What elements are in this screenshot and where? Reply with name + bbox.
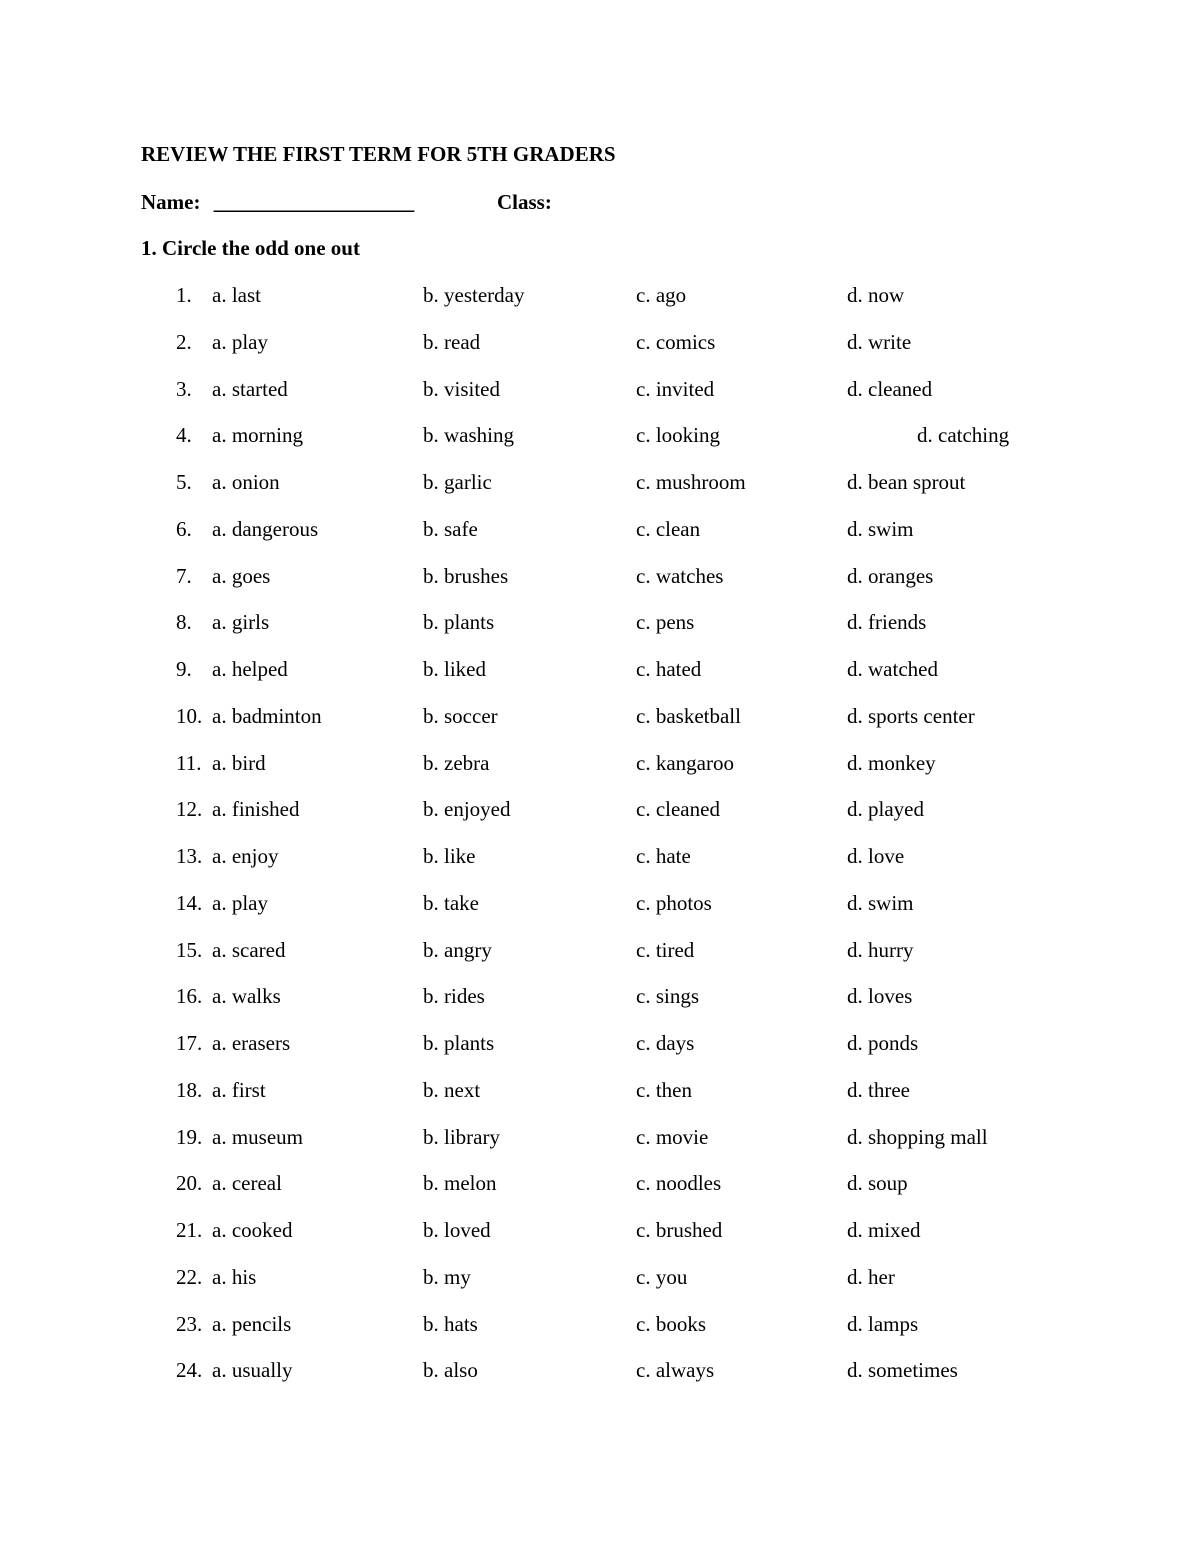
question-number: 8. [176, 610, 192, 635]
option-a[interactable]: a. enjoy [212, 844, 279, 868]
option-d[interactable]: d. shopping mall [847, 1124, 988, 1149]
option-a[interactable]: a. first [212, 1077, 266, 1102]
option-a[interactable]: a. walks [212, 984, 281, 1009]
option-d[interactable]: d. her [847, 1264, 895, 1289]
option-c[interactable]: c. brushed [636, 1218, 723, 1242]
option-d[interactable]: d. sports center [847, 703, 975, 728]
option-b[interactable]: b. enjoyed [423, 797, 511, 822]
option-c[interactable]: c. watches [636, 563, 724, 588]
option-d[interactable]: d. loves [847, 984, 913, 1009]
option-d[interactable]: d. friends [847, 610, 927, 635]
question-row [0, 657, 1200, 691]
option-b[interactable]: b. visited [423, 376, 500, 401]
option-a[interactable]: a. last [212, 283, 261, 307]
option-a[interactable]: a. museum [212, 1124, 303, 1149]
option-c[interactable]: c. hate [636, 844, 691, 868]
option-a[interactable]: a. onion [212, 470, 280, 494]
option-d[interactable]: d. three [847, 1077, 910, 1102]
question-row [0, 891, 1200, 925]
option-b[interactable]: b. melon [423, 1171, 497, 1196]
option-a[interactable]: a. play [212, 329, 268, 354]
name-label: Name: [141, 190, 201, 214]
question-number: 11. [176, 750, 202, 775]
option-b[interactable]: b. also [423, 1358, 478, 1383]
option-a[interactable]: a. goes [212, 563, 271, 588]
option-c[interactable]: c. always [636, 1358, 715, 1383]
question-number: 7. [176, 563, 192, 588]
option-a[interactable]: a. usually [212, 1358, 293, 1383]
option-a[interactable]: a. cooked [212, 1218, 293, 1242]
question-number: 23. [176, 1311, 203, 1336]
option-b[interactable]: b. garlic [423, 470, 492, 494]
option-a[interactable]: a. dangerous [212, 516, 319, 541]
option-b[interactable]: b. liked [423, 657, 486, 681]
option-a[interactable]: a. started [212, 376, 288, 401]
option-b[interactable]: b. my [423, 1264, 471, 1289]
option-d[interactable]: d. love [847, 844, 905, 868]
option-d[interactable]: d. catching [917, 423, 1010, 448]
question-number: 2. [176, 329, 192, 354]
page-title: REVIEW THE FIRST TERM FOR 5TH GRADERS [141, 142, 616, 166]
question-row [0, 1031, 1200, 1065]
option-b[interactable]: b. plants [423, 1031, 495, 1055]
question-row [0, 283, 1200, 317]
question-row [0, 704, 1200, 738]
question-row [0, 984, 1200, 1018]
question-number: 13. [176, 844, 203, 868]
question-number: 24. [176, 1358, 203, 1383]
option-a[interactable]: a. girls [212, 610, 270, 635]
option-d[interactable]: d. swim [847, 890, 914, 915]
option-d[interactable]: d. hurry [847, 937, 914, 962]
option-d[interactable]: d. played [847, 797, 924, 822]
question-number: 3. [176, 376, 192, 401]
question-number: 9. [176, 657, 192, 681]
option-b[interactable]: b. hats [423, 1311, 478, 1336]
option-c[interactable]: c. you [636, 1264, 688, 1289]
option-b[interactable]: b. like [423, 844, 476, 868]
option-c[interactable]: c. basketball [636, 703, 741, 728]
question-number: 4. [176, 423, 192, 448]
option-a[interactable]: a. morning [212, 423, 303, 448]
option-b[interactable]: b. rides [423, 984, 485, 1009]
question-number: 10. [176, 703, 203, 728]
question-row [0, 423, 1200, 457]
option-d[interactable]: d. now [847, 283, 905, 307]
option-a[interactable]: a. finished [212, 797, 300, 822]
option-d[interactable]: d. lamps [847, 1311, 919, 1336]
option-a[interactable]: a. scared [212, 937, 286, 962]
option-d[interactable]: d. write [847, 329, 912, 354]
option-c[interactable]: c. tired [636, 937, 695, 962]
question-number: 19. [176, 1124, 203, 1149]
question-number: 18. [176, 1077, 203, 1102]
question-row [0, 751, 1200, 785]
question-row [0, 377, 1200, 411]
question-number: 14. [176, 890, 203, 915]
option-b[interactable]: b. take [423, 890, 479, 915]
option-b[interactable]: b. library [423, 1124, 500, 1149]
question-number: 17. [176, 1031, 203, 1055]
option-c[interactable]: c. kangaroo [636, 750, 734, 775]
option-c[interactable]: c. days [636, 1031, 695, 1055]
option-b[interactable]: b. read [423, 329, 481, 354]
question-row [0, 1125, 1200, 1159]
option-b[interactable]: b. safe [423, 516, 478, 541]
option-d[interactable]: d. oranges [847, 563, 934, 588]
option-c[interactable]: c. cleaned [636, 797, 720, 822]
question-row [0, 797, 1200, 831]
option-c[interactable]: c. clean [636, 516, 701, 541]
option-c[interactable]: c. photos [636, 890, 712, 915]
question-row [0, 564, 1200, 598]
question-row [0, 1265, 1200, 1299]
option-a[interactable]: a. cereal [212, 1171, 282, 1196]
option-b[interactable]: b. soccer [423, 703, 498, 728]
question-row [0, 1218, 1200, 1252]
option-b[interactable]: b. brushes [423, 563, 509, 588]
question-number: 12. [176, 797, 203, 822]
option-b[interactable]: b. plants [423, 610, 495, 635]
option-d[interactable]: d. cleaned [847, 376, 933, 401]
option-d[interactable]: d. swim [847, 516, 914, 541]
question-row [0, 330, 1200, 364]
option-b[interactable]: b. yesterday [423, 283, 525, 307]
option-a[interactable]: a. bird [212, 750, 266, 775]
question-row [0, 517, 1200, 551]
option-c[interactable]: c. invited [636, 376, 715, 401]
class-label: Class: [497, 190, 552, 214]
question-number: 6. [176, 516, 192, 541]
option-c[interactable]: c. movie [636, 1124, 709, 1149]
option-c[interactable]: c. books [636, 1311, 706, 1336]
option-c[interactable]: c. sings [636, 984, 699, 1009]
option-c[interactable]: c. hated [636, 657, 702, 681]
question-row [0, 1312, 1200, 1346]
question-number: 15. [176, 937, 203, 962]
option-a[interactable]: a. badminton [212, 703, 322, 728]
option-c[interactable]: c. ago [636, 283, 687, 307]
option-c[interactable]: c. comics [636, 329, 716, 354]
option-a[interactable]: a. helped [212, 657, 288, 681]
option-d[interactable]: d. soup [847, 1171, 908, 1196]
option-a[interactable]: a. pencils [212, 1311, 292, 1336]
option-c[interactable]: c. mushroom [636, 470, 746, 494]
question-row [0, 844, 1200, 878]
option-c[interactable]: c. noodles [636, 1171, 722, 1196]
question-row [0, 1358, 1200, 1392]
section-heading: 1. Circle the odd one out [141, 236, 360, 260]
question-number: 20. [176, 1171, 203, 1196]
option-a[interactable]: a. erasers [212, 1031, 291, 1055]
option-d[interactable]: d. monkey [847, 750, 936, 775]
option-b[interactable]: b. zebra [423, 750, 490, 775]
option-b[interactable]: b. loved [423, 1218, 491, 1242]
option-a[interactable]: a. his [212, 1264, 257, 1289]
option-b[interactable]: b. next [423, 1077, 481, 1102]
question-row [0, 1171, 1200, 1205]
question-row [0, 610, 1200, 644]
option-d[interactable]: d. bean sprout [847, 470, 966, 494]
option-d[interactable]: d. ponds [847, 1031, 919, 1055]
question-number: 16. [176, 984, 203, 1009]
question-row [0, 1078, 1200, 1112]
question-row [0, 470, 1200, 504]
name-blank-line: _____________________ [213, 190, 414, 214]
option-d[interactable]: d. sometimes [847, 1358, 958, 1383]
option-d[interactable]: d. watched [847, 657, 938, 681]
question-row [0, 938, 1200, 972]
option-c[interactable]: c. looking [636, 423, 720, 448]
question-number: 21. [176, 1218, 203, 1242]
option-b[interactable]: b. washing [423, 423, 514, 448]
option-b[interactable]: b. angry [423, 937, 492, 962]
option-a[interactable]: a. play [212, 890, 268, 915]
option-c[interactable]: c. pens [636, 610, 695, 635]
question-number: 5. [176, 470, 192, 494]
question-number: 1. [176, 283, 192, 307]
option-d[interactable]: d. mixed [847, 1218, 921, 1242]
option-c[interactable]: c. then [636, 1077, 692, 1102]
question-number: 22. [176, 1264, 203, 1289]
